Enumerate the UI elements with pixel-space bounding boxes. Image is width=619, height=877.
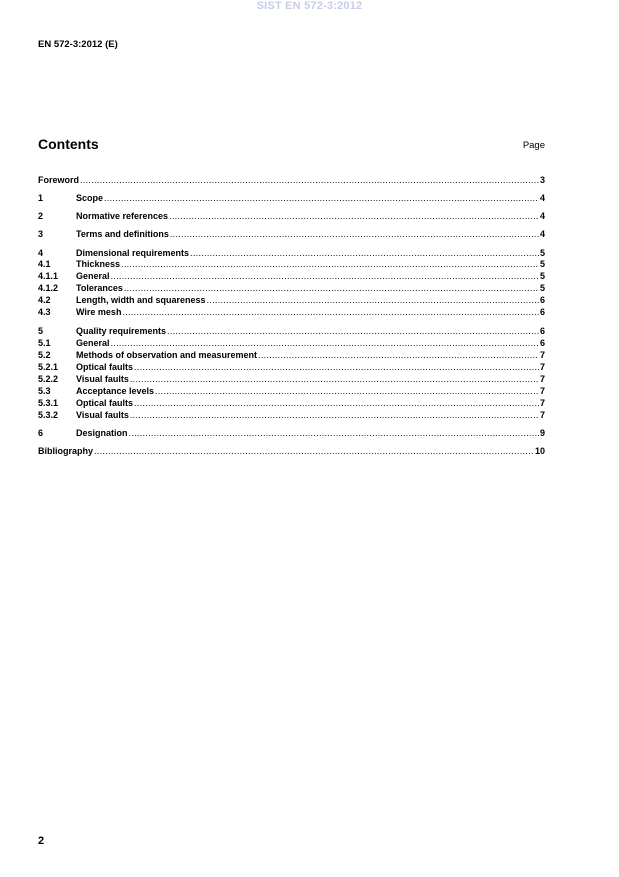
toc-entry-page: 5 — [539, 271, 545, 281]
toc-entry-page: 4 — [539, 229, 545, 239]
dot-leader — [111, 271, 539, 282]
toc-entry-page: 4 — [539, 193, 545, 203]
toc-entry-page: 7 — [539, 386, 545, 396]
toc-entry-page: 7 — [539, 362, 545, 372]
dot-leader — [124, 283, 539, 294]
page-number: 2 — [38, 835, 45, 847]
toc-entry-title: Tolerances — [76, 283, 123, 293]
toc-entry-title: Foreword — [38, 175, 80, 185]
toc-entry-title: Optical faults — [76, 362, 134, 372]
toc-entry-number: 4.3 — [38, 307, 51, 317]
toc-entry-title: Thickness — [76, 259, 121, 269]
toc-entry-page: 9 — [539, 428, 545, 438]
toc-entry-number: 5.1 — [38, 338, 51, 348]
toc-entry-title: Scope — [76, 193, 104, 203]
toc-entry-title: Terms and definitions — [76, 229, 169, 239]
watermark: SIST EN 572-3:2012 — [256, 0, 363, 12]
toc-entry-visual-faults-5-3-2[interactable] — [38, 410, 545, 421]
dot-leader — [134, 398, 539, 409]
toc-entry-optical-faults-5-2-1[interactable] — [38, 362, 545, 373]
dot-leader — [167, 326, 539, 337]
dot-leader — [122, 307, 539, 318]
dot-leader — [94, 446, 534, 457]
toc-entry-title: Designation — [76, 428, 128, 438]
toc-entry-number: 4.1.1 — [38, 271, 59, 281]
toc-entry-number: 6 — [38, 428, 44, 438]
toc-entry-dimensional-requirements[interactable] — [38, 248, 545, 259]
dot-leader — [170, 229, 539, 240]
toc-entry-bibliography[interactable] — [38, 446, 545, 457]
dot-leader — [121, 259, 539, 270]
dot-leader — [207, 295, 539, 306]
toc-entry-wire-mesh[interactable] — [38, 307, 545, 318]
toc-entry-number: 4.1 — [38, 259, 51, 269]
toc-entry-page: 6 — [539, 338, 545, 348]
dot-leader — [258, 350, 539, 361]
toc-entry-page: 3 — [539, 175, 545, 185]
toc-entry-page: 7 — [539, 410, 545, 420]
toc-entry-number: 5.2.2 — [38, 374, 59, 384]
dot-leader — [130, 374, 539, 385]
toc-entry-title: General — [76, 338, 110, 348]
dot-leader — [104, 193, 539, 204]
toc-entry-acceptance-levels[interactable] — [38, 386, 545, 397]
toc-entry-title: Quality requirements — [76, 326, 167, 336]
toc-entry-title: Bibliography — [38, 446, 94, 456]
toc-entry-title: Methods of observation and measurement — [76, 350, 258, 360]
toc-entry-length-width-squareness[interactable] — [38, 295, 545, 306]
toc-entry-title: Wire mesh — [76, 307, 122, 317]
toc-entry-page: 7 — [539, 374, 545, 384]
toc-entry-number: 4.1.2 — [38, 283, 59, 293]
dot-leader — [130, 410, 539, 421]
toc-entry-tolerances[interactable] — [38, 283, 545, 294]
toc-entry-number: 5.3.1 — [38, 398, 59, 408]
toc-entry-title: Visual faults — [76, 410, 129, 420]
toc-entry-title: Visual faults — [76, 374, 129, 384]
toc-entry-page: 5 — [539, 248, 545, 258]
toc-entry-thickness[interactable] — [38, 259, 545, 270]
toc-entry-number: 5.2 — [38, 350, 51, 360]
dot-leader — [134, 362, 539, 373]
toc-entry-page: 10 — [534, 446, 545, 456]
dot-leader — [169, 211, 539, 222]
toc-entry-title: General — [76, 271, 110, 281]
toc-entry-number: 5.3 — [38, 386, 51, 396]
toc-entry-visual-faults-5-2-2[interactable] — [38, 374, 545, 385]
document-id-header: EN 572-3:2012 (E) — [38, 39, 118, 50]
dot-leader — [111, 338, 539, 349]
toc-entry-page: 4 — [539, 211, 545, 221]
toc-entry-terms-and-definitions[interactable] — [38, 229, 545, 240]
toc-entry-page: 5 — [539, 283, 545, 293]
toc-entry-number: 4.2 — [38, 295, 51, 305]
toc-entry-foreword[interactable] — [38, 175, 545, 186]
toc-entry-title: Optical faults — [76, 398, 134, 408]
toc-entry-general-5-1[interactable] — [38, 338, 545, 349]
toc-entry-optical-faults-5-3-1[interactable] — [38, 398, 545, 409]
toc-entry-scope[interactable] — [38, 193, 545, 204]
dot-leader — [190, 248, 539, 259]
toc-entry-quality-requirements[interactable] — [38, 326, 545, 337]
toc-entry-number: 5.3.2 — [38, 410, 59, 420]
toc-entry-number: 4 — [38, 248, 44, 258]
toc-entry-page: 6 — [539, 326, 545, 336]
toc-entry-page: 7 — [539, 350, 545, 360]
toc-entry-number: 5.2.1 — [38, 362, 59, 372]
toc-entry-page: 5 — [539, 259, 545, 269]
toc-entry-title: Normative references — [76, 211, 169, 221]
toc-entry-number: 2 — [38, 211, 44, 221]
dot-leader — [155, 386, 539, 397]
contents-heading: Contents — [38, 136, 99, 152]
toc-entry-page: 7 — [539, 398, 545, 408]
toc-entry-number: 5 — [38, 326, 44, 336]
toc-entry-number: 3 — [38, 229, 44, 239]
toc-entry-title: Dimensional requirements — [76, 248, 190, 258]
dot-leader — [129, 428, 539, 439]
toc-entry-title: Length, width and squareness — [76, 295, 206, 305]
toc-entry-methods-of-observation[interactable] — [38, 350, 545, 361]
toc-entry-normative-references[interactable] — [38, 211, 545, 222]
page-column-label: Page — [522, 140, 545, 151]
toc-entry-page: 6 — [539, 307, 545, 317]
dot-leader — [80, 175, 539, 186]
toc-entry-designation[interactable] — [38, 428, 545, 439]
toc-entry-title: Acceptance levels — [76, 386, 155, 396]
toc-entry-page: 6 — [539, 295, 545, 305]
toc-entry-number: 1 — [38, 193, 44, 203]
toc-entry-general[interactable] — [38, 271, 545, 282]
